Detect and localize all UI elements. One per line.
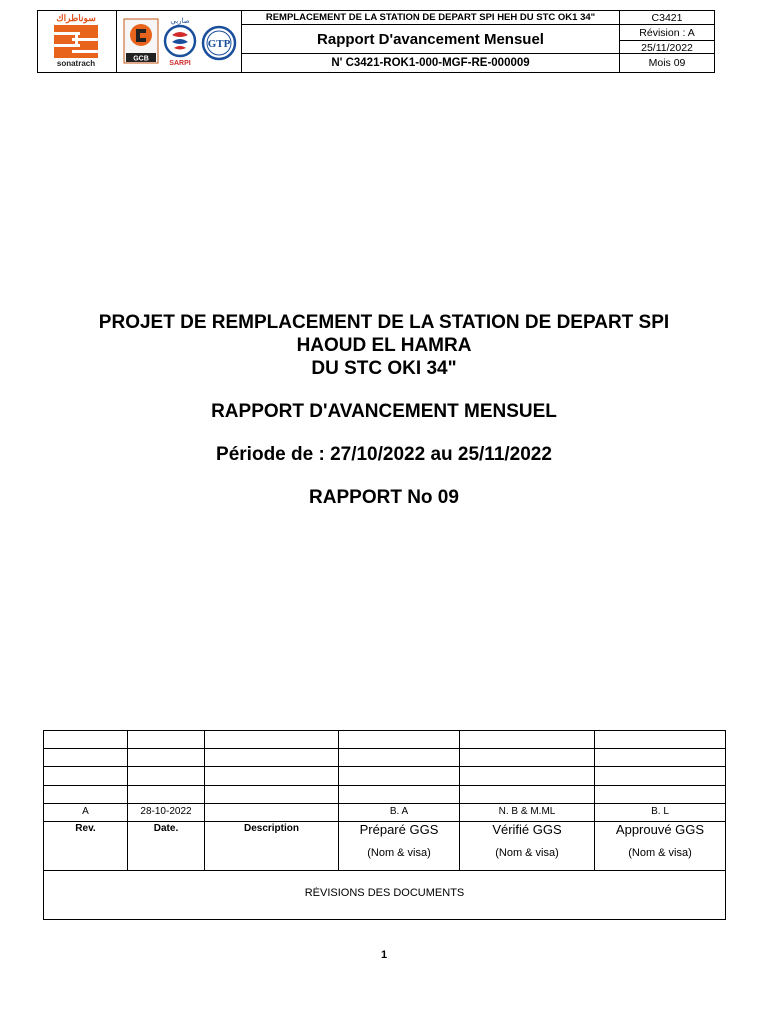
project-code: C3421 — [651, 11, 683, 24]
prepared-by-value: B. A — [389, 806, 409, 817]
approved-name-visa: (Nom & visa) — [628, 847, 692, 859]
table-column-divider — [127, 731, 128, 870]
prepared-header: Préparé GGS — [359, 822, 439, 837]
date-value: 28-10-2022 — [140, 806, 192, 817]
header-divider — [116, 11, 117, 72]
table-row-divider — [44, 870, 725, 871]
gcb-label: GCB — [133, 55, 149, 63]
approved-by-value: B. L — [651, 806, 669, 817]
partner-logos — [122, 15, 240, 69]
approved-header: Approuvé GGS — [615, 822, 705, 837]
table-row-divider — [44, 766, 725, 767]
title-block — [0, 311, 768, 509]
revision-label: Révision : A — [639, 26, 695, 39]
verified-by-value: N. B & M.ML — [498, 806, 556, 817]
document-date: 25/11/2022 — [641, 41, 693, 54]
report-number: RAPPORT No 09 — [309, 487, 459, 508]
project-title-line-3: DU STC OKI 34" — [311, 358, 457, 379]
document-number: N' C3421-ROK1-000-MGF-RE-000009 — [331, 56, 530, 69]
rev-header: Rev. — [75, 823, 96, 834]
page-number: 1 — [380, 949, 388, 961]
report-period: Période de : 27/10/2022 au 25/11/2022 — [216, 444, 552, 465]
project-title-line-1: PROJET DE REMPLACEMENT DE LA STATION DE DEPART SPI — [98, 312, 670, 333]
sarpi-arabic-name: صاربي — [170, 17, 190, 25]
description-header: Description — [243, 823, 299, 834]
gtp-label: GTP — [207, 38, 231, 50]
sonatrach-arabic-name: سوناطراك — [56, 13, 96, 23]
table-row-divider — [44, 803, 725, 804]
table-row-divider — [44, 785, 725, 786]
report-month: Mois 09 — [648, 57, 686, 69]
project-title-header: REMPLACEMENT DE LA STATION DE DEPART SPI HEH DU STC OK1 34" — [265, 12, 596, 23]
sonatrach-logo — [48, 13, 104, 69]
table-row-divider — [44, 748, 725, 749]
sonatrach-wordmark: sonatrach — [56, 59, 96, 68]
revisions-table — [43, 730, 726, 920]
document-header — [37, 10, 715, 73]
verified-header: Vérifié GGS — [492, 822, 562, 837]
date-header: Date. — [153, 823, 179, 834]
table-column-divider — [204, 731, 205, 870]
project-title-line-2: HAOUD EL HAMRA — [296, 335, 472, 356]
sarpi-label: SARPI — [169, 60, 191, 67]
gcb-logo-icon — [124, 19, 158, 63]
report-type-heading: RAPPORT D'AVANCEMENT MENSUEL — [211, 401, 557, 422]
gtp-logo-icon — [203, 27, 235, 59]
document-type: Rapport D'avancement Mensuel — [317, 30, 544, 48]
sarpi-logo-icon — [165, 17, 195, 67]
verified-name-visa: (Nom & visa) — [495, 847, 559, 859]
rev-value: A — [82, 806, 89, 817]
revisions-footer: RÉVISIONS DES DOCUMENTS — [304, 887, 465, 899]
prepared-name-visa: (Nom & visa) — [367, 847, 431, 859]
